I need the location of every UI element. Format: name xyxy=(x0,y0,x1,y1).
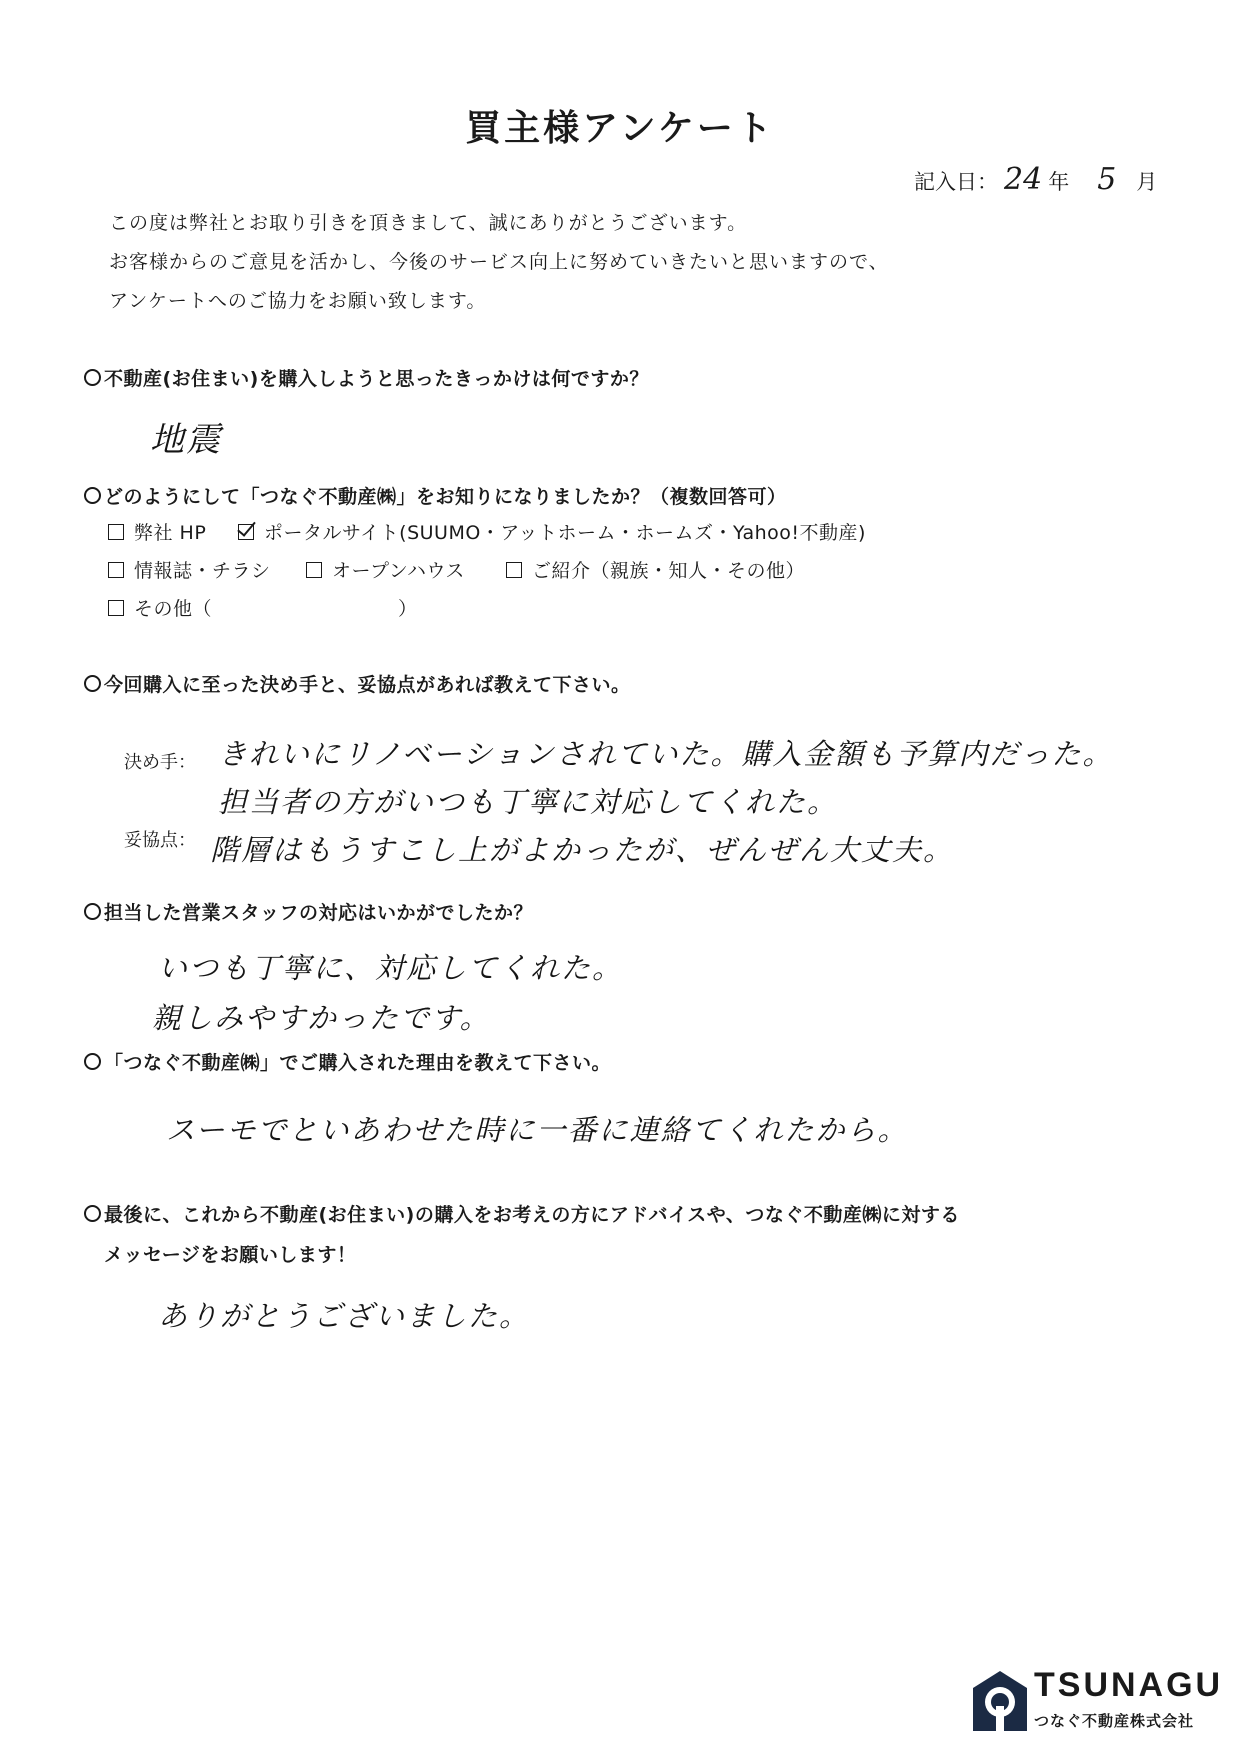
checkbox-icon[interactable] xyxy=(108,524,124,540)
circle-bullet-icon xyxy=(84,1205,101,1222)
decider-line-1: きれいにリノベーションされていた。購入金額も予算内だった。 xyxy=(218,737,1114,771)
option-portal-site[interactable]: ポータルサイト(SUUMO・アットホーム・ホームズ・Yahoo!不動産) xyxy=(238,518,866,545)
option-company-hp[interactable]: 弊社 HP xyxy=(108,518,206,545)
intro-line-3: アンケートへのご協力をお願い致します。 xyxy=(109,290,487,312)
question-2 xyxy=(84,482,787,509)
question-5 xyxy=(84,1048,611,1075)
question-2-text: どのようにして「つなぐ不動産㈱」をお知りになりましたか？（複数回答可） xyxy=(104,486,787,508)
answer-1: 地震 xyxy=(150,420,222,460)
option-referral[interactable]: ご紹介（親族・知人・その他） xyxy=(506,556,805,583)
date-year-unit: 年 xyxy=(1048,170,1070,194)
date-month-value: 5 xyxy=(1097,162,1117,197)
answer-4-line-1: いつも丁寧に、対応してくれた。 xyxy=(158,951,624,985)
circle-bullet-icon xyxy=(84,369,101,386)
circle-bullet-icon xyxy=(84,675,101,692)
compromise-line: 階層はもうすこし上がよかったが、ぜんぜん大丈夫。 xyxy=(210,833,955,867)
intro-line-2: お客様からのご意見を活かし、今後のサービス向上に努めていきたいと思いますので、 xyxy=(109,251,889,273)
checkbox-icon[interactable] xyxy=(306,562,322,578)
logo-subtitle: つなぐ不動産株式会社 xyxy=(1034,1712,1195,1730)
company-logo xyxy=(972,1666,1224,1732)
circle-bullet-icon xyxy=(84,903,101,920)
entry-date xyxy=(914,162,1157,197)
option-open-house[interactable]: オープンハウス xyxy=(306,556,465,583)
question-5-text: 「つなぐ不動産㈱」でご購入された理由を教えて下さい。 xyxy=(104,1052,612,1074)
intro-line-1: この度は弊社とお取り引きを頂きまして、誠にありがとうございます。 xyxy=(109,212,748,234)
logo-name: TSUNAGU xyxy=(1034,1666,1224,1704)
circle-bullet-icon xyxy=(84,1053,101,1070)
question-4 xyxy=(84,898,533,925)
question-3 xyxy=(84,670,631,697)
checkbox-icon[interactable] xyxy=(506,562,522,578)
answer-4-line-2: 親しみやすかったです。 xyxy=(152,1001,491,1035)
date-year-value: 24 xyxy=(1004,162,1043,197)
answer-5: スーモでといあわせた時に一番に連絡てくれたから。 xyxy=(166,1113,909,1147)
checkbox-icon[interactable] xyxy=(108,562,124,578)
checkbox-icon[interactable] xyxy=(108,600,124,616)
option-magazine-flyer[interactable]: 情報誌・チラシ xyxy=(108,556,271,583)
compromise-label: 妥協点： xyxy=(124,830,196,851)
checked-checkbox-icon[interactable] xyxy=(238,524,254,540)
option-other[interactable]: その他（ ） xyxy=(108,594,418,621)
question-1 xyxy=(84,364,649,391)
question-3-text: 今回購入に至った決め手と、妥協点があれば教えて下さい。 xyxy=(104,674,631,696)
circle-bullet-icon xyxy=(84,487,101,504)
decider-label: 決め手： xyxy=(124,752,196,773)
question-4-text: 担当した営業スタッフの対応はいかがでしたか？ xyxy=(104,902,534,924)
date-month-unit: 月 xyxy=(1136,170,1158,194)
question-6-line-2: メッセージをお願いします！ xyxy=(104,1244,357,1266)
decider-line-2: 担当者の方がいつも丁寧に対応してくれた。 xyxy=(218,785,839,819)
page-title: 買主様アンケート xyxy=(465,108,775,149)
question-1-text: 不動産(お住まい)を購入しようと思ったきっかけは何ですか？ xyxy=(104,368,649,390)
question-6-text: 最後に、これから不動産(お住まい)の購入をお考えの方にアドバイスや、つなぐ不動産㈱に対する xyxy=(104,1204,960,1226)
question-6 xyxy=(84,1200,960,1227)
answer-6: ありがとうございました。 xyxy=(158,1299,531,1333)
house-logo-icon xyxy=(972,1670,1028,1732)
date-label: 記入日： xyxy=(914,170,998,194)
